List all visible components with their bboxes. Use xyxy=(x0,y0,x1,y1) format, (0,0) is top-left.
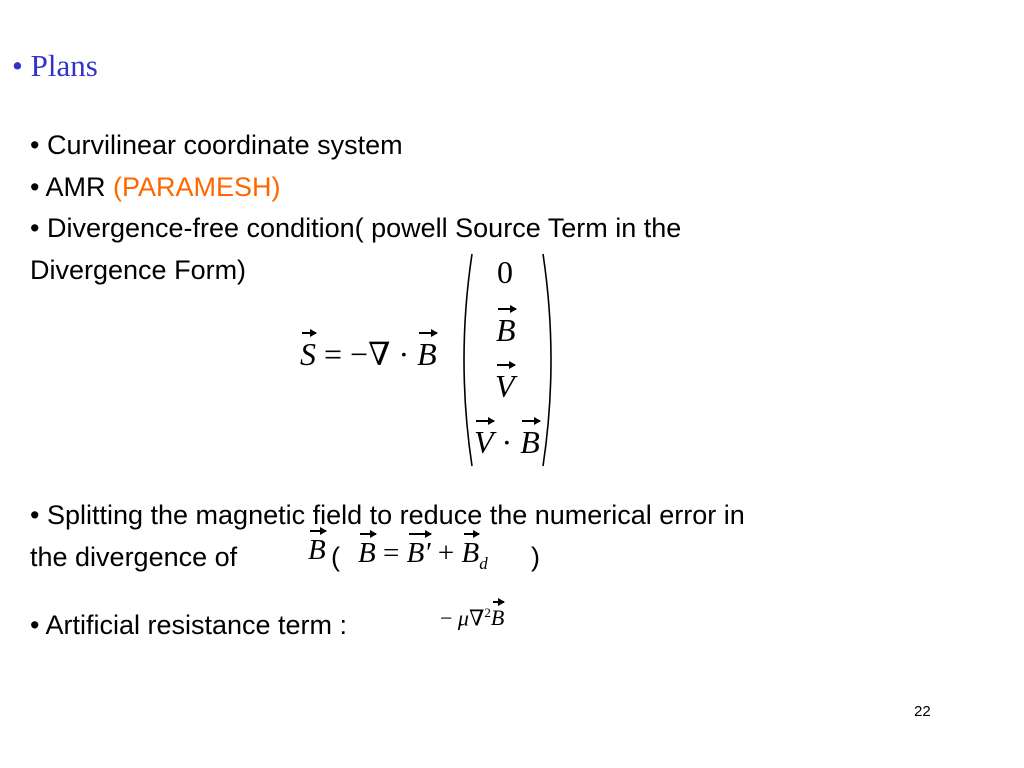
bullet-divergence-line2: Divergence Form) xyxy=(30,255,247,285)
nabla-symbol: ∇ xyxy=(468,605,485,631)
split-lead-vector xyxy=(308,534,326,567)
split-vector-b: B xyxy=(358,537,376,569)
matrix-vector-b: B xyxy=(496,312,516,348)
nabla-power: 2 xyxy=(484,605,491,620)
split-lead-b: B xyxy=(308,534,326,566)
vector-s: S xyxy=(300,336,316,372)
split-equation xyxy=(358,537,488,574)
source-equation-lhs xyxy=(300,335,437,373)
bullet-amr-label: • AMR xyxy=(30,172,113,202)
matrix-right-paren xyxy=(541,252,561,468)
matrix-vector-v2: V xyxy=(474,424,494,460)
matrix-left-paren xyxy=(454,252,474,468)
bullet-curvilinear: • Curvilinear coordinate system xyxy=(30,130,403,160)
bullet-divergence-line1: • Divergence-free condition( powell Source Term in the xyxy=(30,213,682,243)
matrix-vector-b2: B xyxy=(520,424,540,460)
matrix-row-v xyxy=(495,368,515,405)
split-subscript-d: d xyxy=(479,553,488,573)
split-open-paren: ( xyxy=(331,542,340,572)
matrix-row-zero: 0 xyxy=(497,254,513,290)
bullet-splitting-line2: the divergence of xyxy=(30,542,238,572)
slide-title: • Plans xyxy=(12,48,98,83)
split-vector-bd: B xyxy=(461,537,480,569)
resistance-minus: − xyxy=(440,605,453,631)
split-plus: + xyxy=(437,537,455,569)
resistance-mu: μ xyxy=(457,605,469,631)
bullet-splitting-line1: • Splitting the magnetic field to reduce the numerical error in xyxy=(30,500,745,530)
split-vector-bprime: B′ xyxy=(406,537,431,569)
equals-neg-div: = −∇ · xyxy=(324,336,410,372)
dot-operator: · xyxy=(501,424,513,460)
matrix-row-vdotb xyxy=(474,424,540,461)
resistance-term xyxy=(440,605,504,631)
vector-b: B xyxy=(417,336,437,372)
page-number: 22 xyxy=(914,703,931,720)
split-close-paren: ) xyxy=(531,542,540,572)
matrix-vector-v: V xyxy=(495,368,515,404)
bullet-resistance: • Artificial resistance term : xyxy=(30,610,348,640)
bullet-amr-paramesh: (PARAMESH) xyxy=(112,172,281,202)
resistance-vector-b: B xyxy=(490,605,505,631)
bullet-amr xyxy=(30,166,280,208)
split-equals: = xyxy=(382,537,400,569)
matrix-row-b xyxy=(496,312,516,349)
